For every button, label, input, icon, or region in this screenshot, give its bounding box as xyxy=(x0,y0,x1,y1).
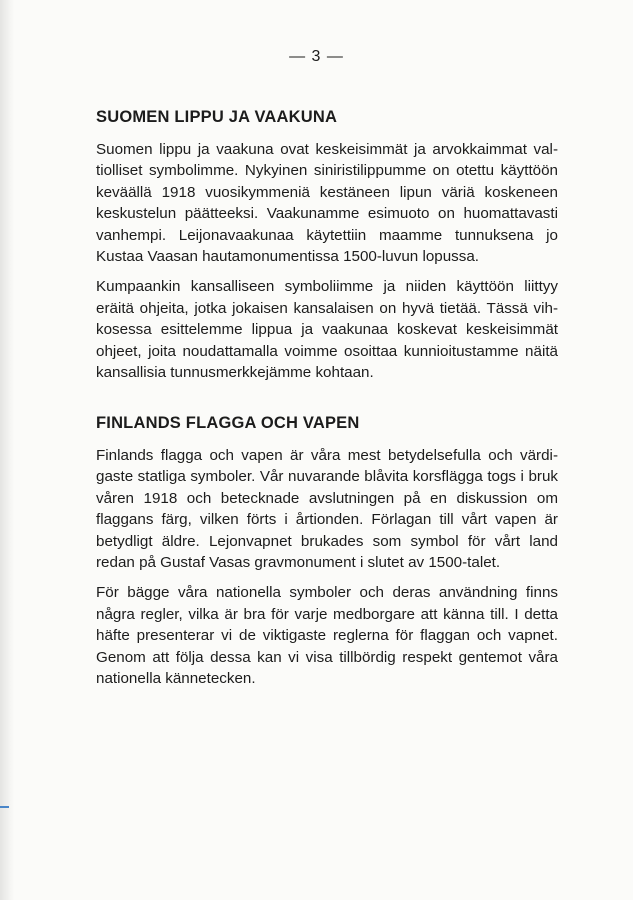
section-heading: FINLANDS FLAGGA OCH VAPEN xyxy=(96,414,360,432)
section-finnish xyxy=(96,106,558,392)
page-gutter-shadow xyxy=(0,0,14,900)
paragraph: För bägge våra nationella symboler och deras användning finns några regler, vilka är bra för varje medborgare att känna till. I detta häfte presenterar vi de viktigaste reglerna för flaggan och vapnet. Genom att följa dessa kan vi visa tillbördig respekt gentemot våra nationella kännetecken. xyxy=(96,584,558,688)
paragraph: Finlands flagga och vapen är våra mest betydelsefulla och värdigaste statliga symboler. Vår nuvarande blåvita korsflägga togs i bruk våren 1918 och betecknade avslutningen på en diskussion om flaggans färg, vilken förts i årtionden. Förlagan till vårt vapen är betydligt äldre. Lejonvapnet brukades som symbol för vårt land redan på Gustaf Vasas gravmonument i slutet av 1500-talet. xyxy=(96,447,558,572)
section-heading: SUOMEN LIPPU JA VAAKUNA xyxy=(96,108,338,126)
margin-mark xyxy=(0,806,9,808)
paragraph: Suomen lippu ja vaakuna ovat keskeisimmät ja arvokkaimmat valtiolliset symbolimme. Nykyinen siniristilippumme on otettu käyttöön keväällä 1918 vuosikymmeniä kestäneen lipun väriä koskeneen keskustelun päätteeksi. Vaakunamme esimuoto on huomattavasti vanhempi. Leijonavaakunaa käytettiin maamme tunnuksena jo Kustaa Vaasan hautamonumentissa 1500-luvun lopussa. xyxy=(96,141,558,266)
section-swedish xyxy=(96,412,558,698)
page-number: — 3 — xyxy=(289,48,344,65)
paragraph: Kumpaankin kansalliseen symboliimme ja niiden käyttöön liittyy eräitä ohjeita, jotka jokaisen kansalaisen on hyvä tietää. Tässä vihkosessa esittelemme lippua ja vaakunaa koskevat keskeisimmät ohjeet, joita noudattamalla voimme osoittaa kunnioitustamme näitä kansallisia tunnusmerkkejämme kohtaan. xyxy=(96,278,558,382)
